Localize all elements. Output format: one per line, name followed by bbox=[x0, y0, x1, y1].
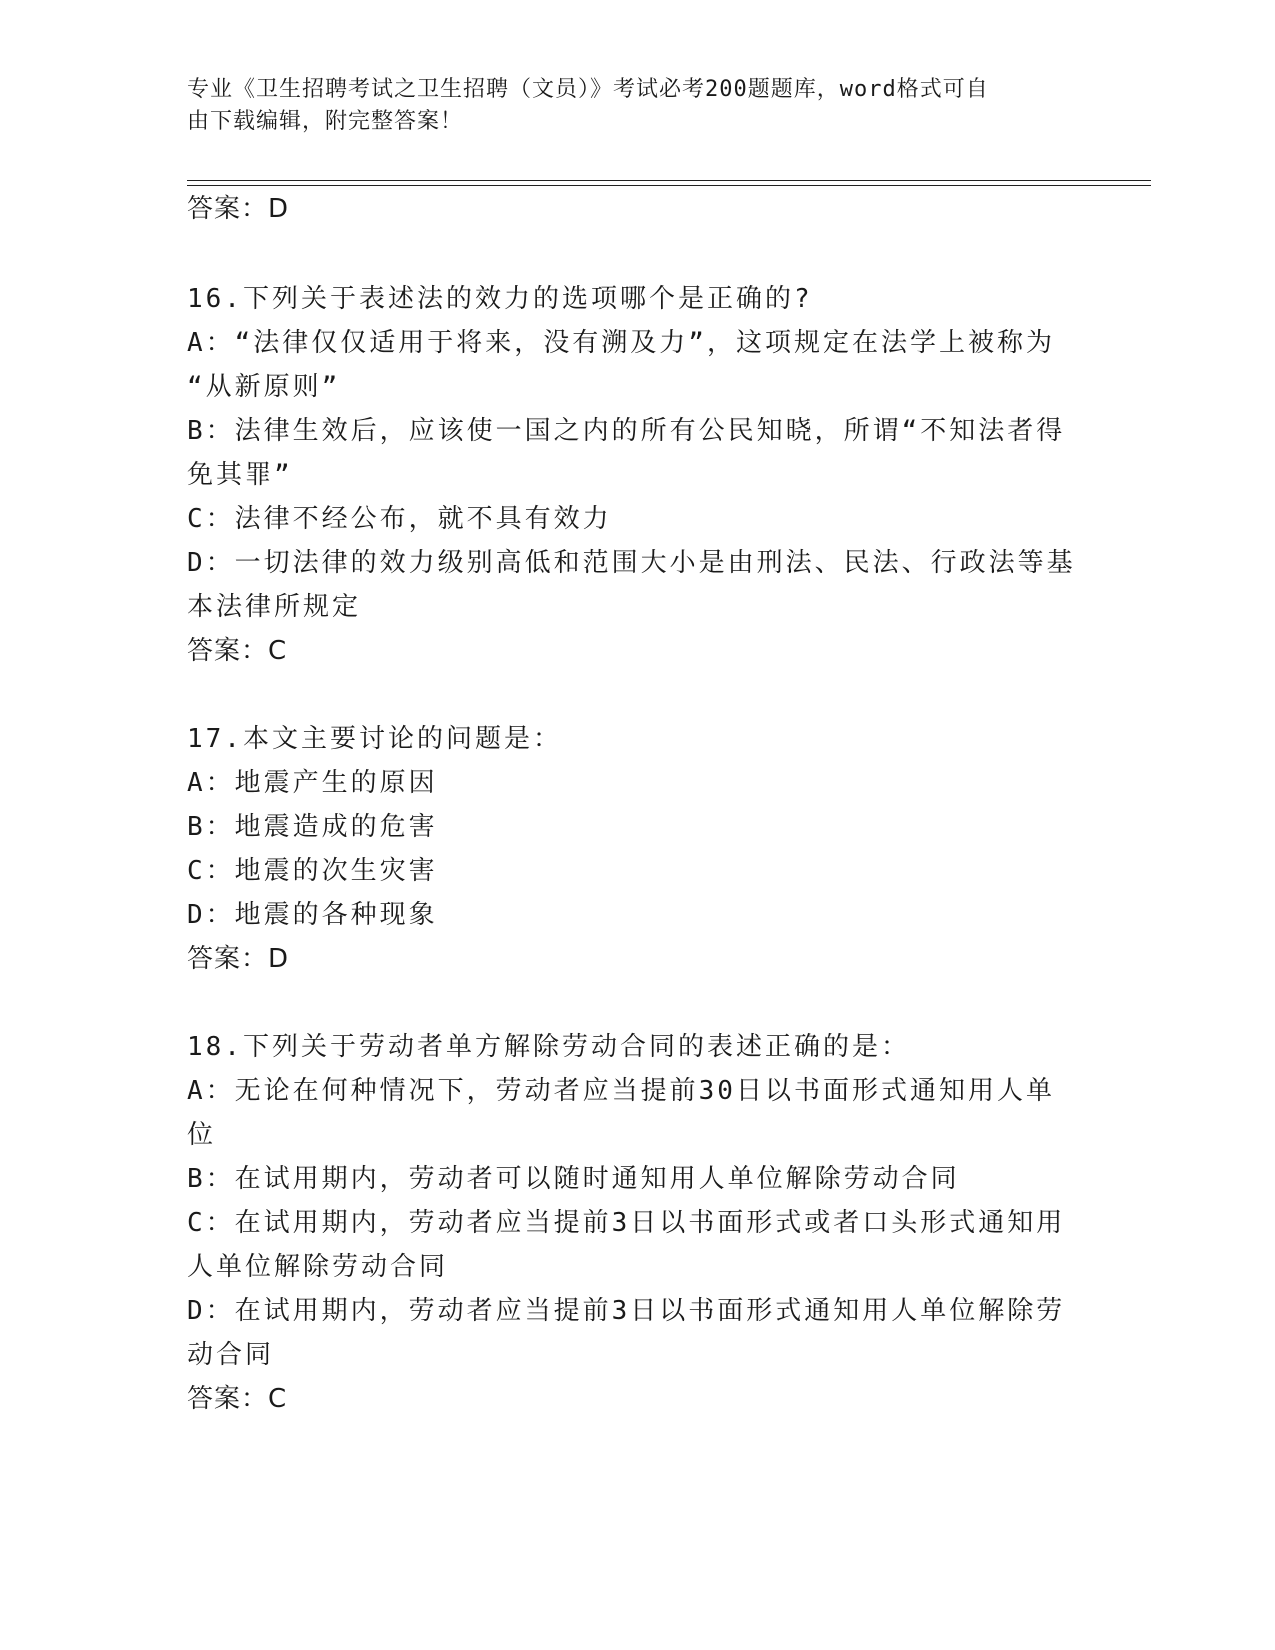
question-18-option-b: B：在试用期内，劳动者可以随时通知用人单位解除劳动合同 bbox=[187, 1164, 960, 1194]
question-18-option-d-line1: D：在试用期内，劳动者应当提前3日以书面形式通知用人单位解除劳 bbox=[187, 1296, 1066, 1326]
question-17-option-d: D：地震的各种现象 bbox=[187, 900, 438, 930]
question-18-option-c-line2: 人单位解除劳动合同 bbox=[187, 1252, 449, 1282]
question-16-option-b-line2: 免其罪” bbox=[187, 460, 293, 490]
question-17-option-c: C：地震的次生灾害 bbox=[187, 856, 438, 886]
question-16-answer: 答案：C bbox=[187, 636, 288, 666]
question-18-option-c-line1: C：在试用期内，劳动者应当提前3日以书面形式或者口头形式通知用 bbox=[187, 1208, 1066, 1238]
question-18-option-a-line1: A：无论在何种情况下，劳动者应当提前30日以书面形式通知用人单 bbox=[187, 1076, 1055, 1106]
question-17-stem: 17.本文主要讨论的问题是： bbox=[187, 724, 562, 754]
question-16-option-b-line1: B：法律生效后，应该使一国之内的所有公民知晓，所谓“不知法者得 bbox=[187, 416, 1066, 446]
question-16-option-a-line1: A：“法律仅仅适用于将来，没有溯及力”，这项规定在法学上被称为 bbox=[187, 328, 1055, 358]
header-divider-bottom bbox=[187, 185, 1151, 186]
question-16-option-a-line2: “从新原则” bbox=[187, 372, 341, 402]
header-line-2: 由下载编辑，附完整答案！ bbox=[187, 109, 464, 134]
question-16-option-d-line2: 本法律所规定 bbox=[187, 592, 362, 622]
question-18-option-a-line2: 位 bbox=[187, 1120, 217, 1150]
page-header bbox=[187, 74, 1057, 138]
question-16-option-d-line1: D：一切法律的效力级别高低和范围大小是由刑法、民法、行政法等基 bbox=[187, 548, 1076, 578]
header-divider-top bbox=[187, 180, 1151, 181]
question-16-option-c: C：法律不经公布，就不具有效力 bbox=[187, 504, 612, 534]
question-18-option-d-line2: 动合同 bbox=[187, 1340, 275, 1370]
question-16-stem: 16.下列关于表述法的效力的选项哪个是正确的? bbox=[187, 284, 813, 314]
question-17-option-b: B：地震造成的危害 bbox=[187, 812, 438, 842]
question-18-stem: 18.下列关于劳动者单方解除劳动合同的表述正确的是： bbox=[187, 1032, 910, 1062]
prev-answer: 答案：D bbox=[187, 194, 290, 224]
header-line-1: 专业《卫生招聘考试之卫生招聘（文员）》考试必考200题题库，word格式可自 bbox=[187, 77, 989, 102]
question-17-answer: 答案：D bbox=[187, 944, 290, 974]
question-18-answer: 答案：C bbox=[187, 1384, 288, 1414]
question-17-option-a: A：地震产生的原因 bbox=[187, 768, 438, 798]
